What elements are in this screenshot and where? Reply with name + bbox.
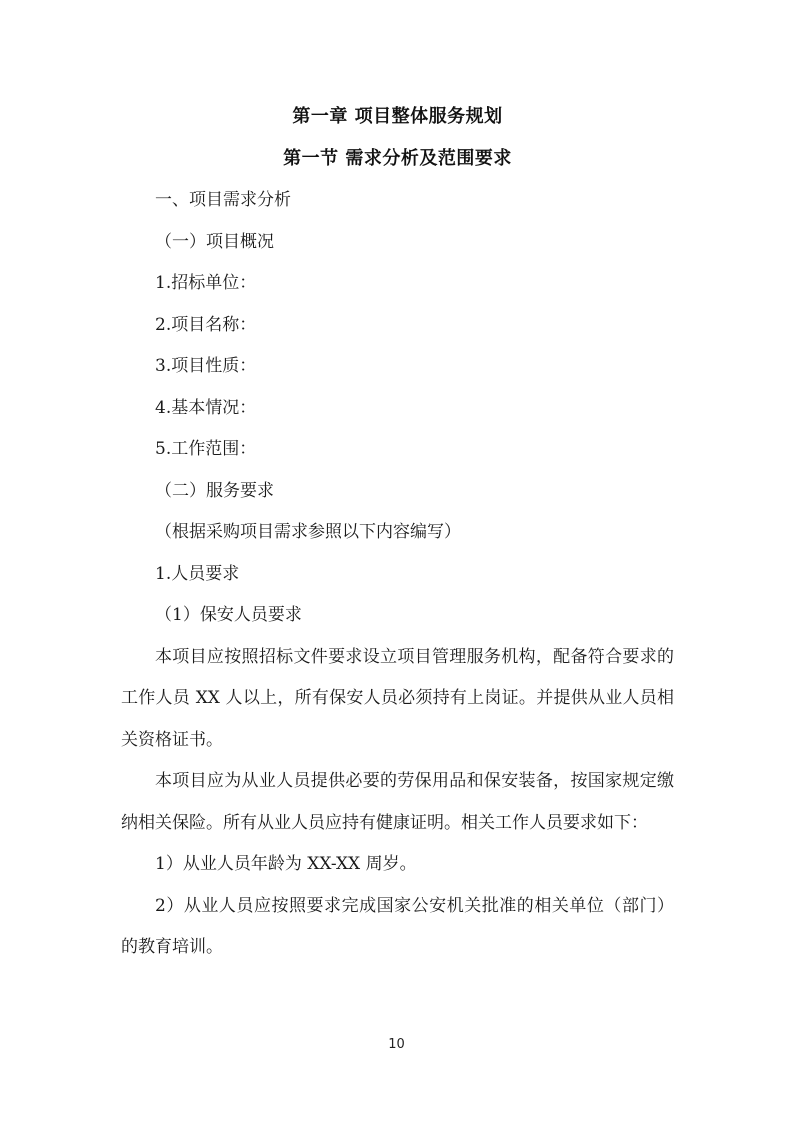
subheading-project-overview: （一）项目概况	[155, 231, 274, 252]
paragraph-equipment-insurance: 本项目应为从业人员提供必要的劳保用品和保安装备，按国家规定缴纳相关保险。所有从业人员应持有健康证明。相关工作人员要求如下：	[121, 771, 674, 833]
field-tendering-unit: 1.招标单位：	[155, 273, 257, 293]
subheading-project-needs: 一、项目需求分析	[155, 190, 291, 210]
list-item-training: 2）从业人员应按照要求完成国家公安机关批准的相关单位（部门）的教育培训。	[121, 895, 674, 957]
section-title: 第一节 需求分析及范围要求	[283, 148, 512, 169]
page-content	[121, 96, 674, 969]
field-project-name: 2.项目名称：	[155, 314, 257, 335]
subheading-staff-requirements: 1.人员要求	[155, 563, 240, 584]
field-work-scope: 5.工作范围：	[155, 439, 257, 459]
subheading-security-staff: （1）保安人员要求	[155, 605, 302, 625]
subheading-service-requirements: （二）服务要求	[155, 480, 274, 501]
paragraph-staffing: 本项目应按照招标文件要求设立项目管理服务机构，配备符合要求的工作人员 XX 人以上，所有保安人员必须持有上岗证。并提供从业人员相关资格证书。	[121, 646, 674, 750]
list-item-age: 1）从业人员年龄为 XX-XX 周岁。	[155, 854, 417, 874]
page-number: 10	[388, 1037, 405, 1052]
field-basic-situation: 4.基本情况：	[155, 397, 257, 418]
field-project-nature: 3.项目性质：	[155, 356, 257, 376]
note-writing-guidance: （根据采购项目需求参照以下内容编写）	[155, 522, 461, 542]
chapter-title: 第一章 项目整体服务规划	[292, 106, 503, 127]
